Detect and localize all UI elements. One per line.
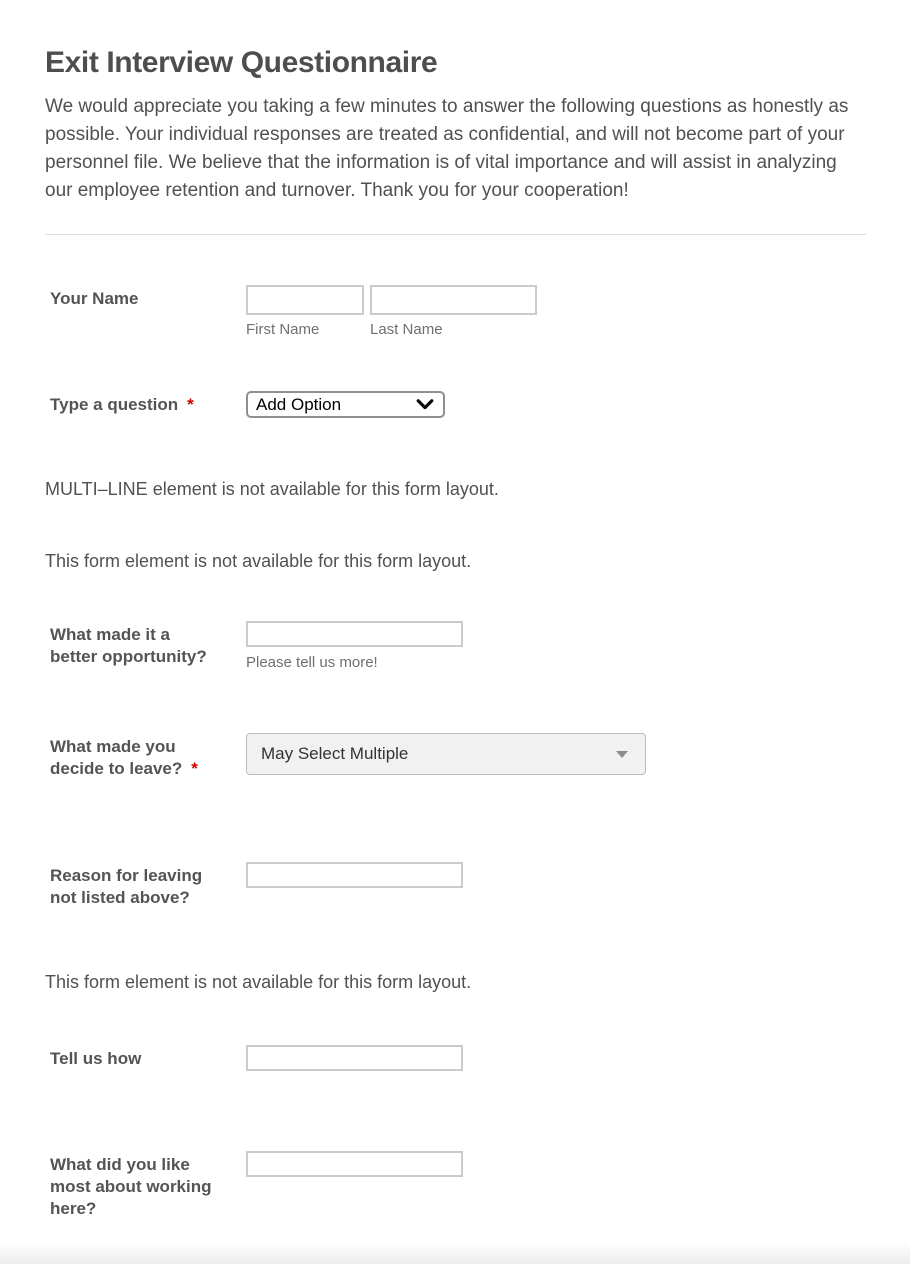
field-row-type-a-question	[45, 391, 866, 418]
liked-most-label: What did you like most about working here?	[50, 1155, 212, 1218]
type-a-question-dropdown-value: Add Option	[256, 395, 342, 414]
section-divider	[45, 234, 866, 235]
decide-to-leave-dropdown-value: May Select Multiple	[261, 744, 409, 763]
decide-to-leave-dropdown[interactable]	[246, 733, 646, 775]
better-opportunity-hint: Please tell us more!	[246, 654, 378, 671]
caret-down-icon	[616, 751, 628, 758]
notice-multiline-unavailable: MULTI–LINE element is not available for this form layout.	[45, 479, 499, 499]
tell-us-how-label: Tell us how	[50, 1049, 142, 1068]
reason-not-listed-input[interactable]	[246, 862, 463, 888]
your-name-label: Your Name	[50, 289, 139, 308]
field-row-decide-to-leave	[45, 733, 866, 780]
field-row-tell-us-how	[45, 1045, 866, 1071]
first-name-input[interactable]	[246, 285, 364, 315]
last-name-input[interactable]	[370, 285, 537, 315]
type-a-question-label: Type a question	[50, 395, 179, 414]
tell-us-how-input[interactable]	[246, 1045, 463, 1071]
notice-element-unavailable-2: This form element is not available for this form layout.	[45, 972, 472, 992]
field-row-reason-not-listed	[45, 862, 866, 909]
page-title: Exit Interview Questionnaire	[45, 46, 438, 79]
name-inputs-group	[246, 285, 866, 338]
better-opportunity-label: What made it a better opportunity?	[50, 625, 207, 666]
liked-most-input[interactable]	[246, 1151, 463, 1177]
type-a-question-dropdown[interactable]	[246, 391, 445, 418]
bottom-fade	[0, 1242, 910, 1264]
decide-to-leave-label: What made you decide to leave?	[50, 737, 183, 778]
notice-element-unavailable-1: This form element is not available for this form layout.	[45, 551, 472, 571]
field-row-better-opportunity	[45, 621, 866, 671]
reason-not-listed-label: Reason for leaving not listed above?	[50, 866, 203, 907]
better-opportunity-input[interactable]	[246, 621, 463, 647]
required-asterisk: *	[191, 759, 198, 778]
required-asterisk: *	[187, 395, 194, 414]
intro-text: We would appreciate you taking a few minutes to answer the following questions as honestly as possible. Your individual responses are treated as confidential, and will not become part of your personnel file. We believe that the information is of vital importance and will assist in analyzing our employee retention and turnover. Thank you for your cooperation!	[45, 96, 849, 201]
field-row-your-name	[45, 285, 866, 338]
chevron-down-icon	[416, 399, 434, 410]
field-row-liked-most	[45, 1151, 866, 1220]
last-name-sublabel: Last Name	[370, 321, 443, 338]
first-name-sublabel: First Name	[246, 321, 320, 338]
